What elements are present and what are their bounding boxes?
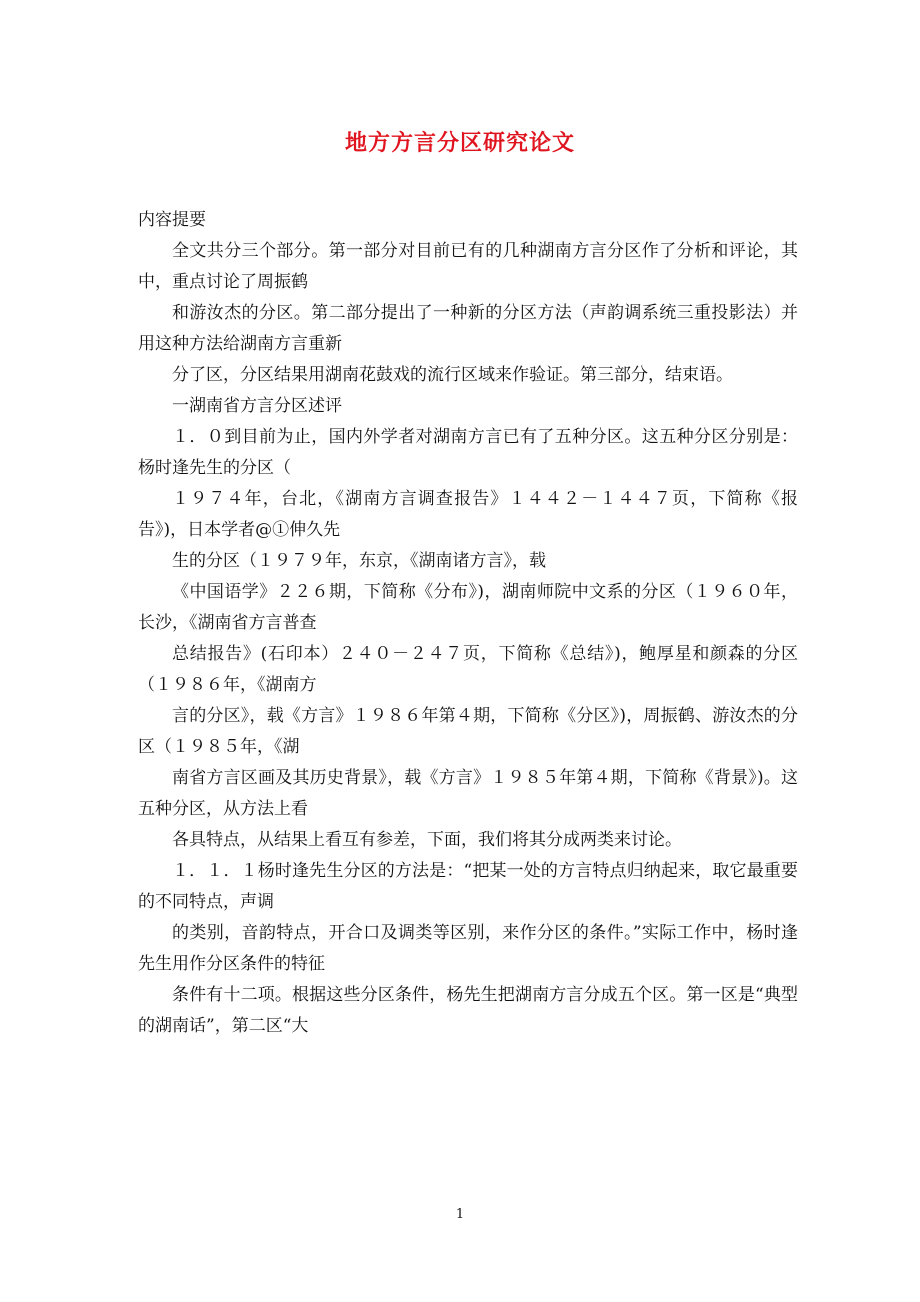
paragraph: １９７４年，台北，《湖南方言调查报告》１４４２－１４４７页，下简称《报告》)，日本学者@①伸久先 xyxy=(138,489,798,540)
paragraph: 生的分区（１９７９年，东京，《湖南诸方言》，载 xyxy=(172,551,546,571)
paragraph: 南省方言区画及其历史背景》，载《方言》１９８５年第４期，下简称《背景》)。这五种分区，从方法上看 xyxy=(138,768,798,819)
paragraph: 言的分区》，载《方言》１９８６年第４期，下简称《分区》)，周振鹤、游汝杰的分区（１９８５年，《湖 xyxy=(138,706,798,757)
page-number: 1 xyxy=(455,1207,465,1222)
paragraph: 各具特点，从结果上看互有参差，下面，我们将其分成两类来讨论。 xyxy=(172,830,682,850)
paragraph: 条件有十二项。根据这些分区条件，杨先生把湖南方言分成五个区。第一区是“典型的湖南话”，第二区“大 xyxy=(138,985,798,1036)
document-body xyxy=(138,205,798,1042)
paragraph: １．１．１杨时逢先生分区的方法是：“把某一处的方言特点归纳起来，取它最重要的不同特点，声调 xyxy=(138,861,798,912)
paragraph: 的类别，音韵特点，开合口及调类等区别，来作分区的条件。”实际工作中，杨时逢先生用作分区条件的特征 xyxy=(138,923,798,974)
paragraph: １．０到目前为止，国内外学者对湖南方言已有了五种分区。这五种分区分别是：杨时逢先生的分区（ xyxy=(138,427,798,478)
paragraph: 分了区，分区结果用湖南花鼓戏的流行区域来作验证。第三部分，结束语。 xyxy=(172,365,733,385)
section-heading: 内容提要 xyxy=(138,210,206,230)
document-title: 地方方言分区研究论文 xyxy=(344,130,575,156)
paragraph: 全文共分三个部分。第一部分对目前已有的几种湖南方言分区作了分析和评论，其中，重点讨论了周振鹤 xyxy=(138,241,798,292)
paragraph: 《中国语学》２２６期，下简称《分布》)，湖南师院中文系的分区（１９６０年，长沙，《湖南省方言普查 xyxy=(138,582,798,633)
paragraph: 一湖南省方言分区述评 xyxy=(172,396,342,416)
paragraph: 和游汝杰的分区。第二部分提出了一种新的分区方法（声韵调系统三重投影法）并用这种方法给湖南方言重新 xyxy=(138,303,798,354)
paragraph: 总结报告》(石印本）２４０－２４７页，下简称《总结》)，鲍厚星和颜森的分区（１９８６年，《湖南方 xyxy=(138,644,798,695)
